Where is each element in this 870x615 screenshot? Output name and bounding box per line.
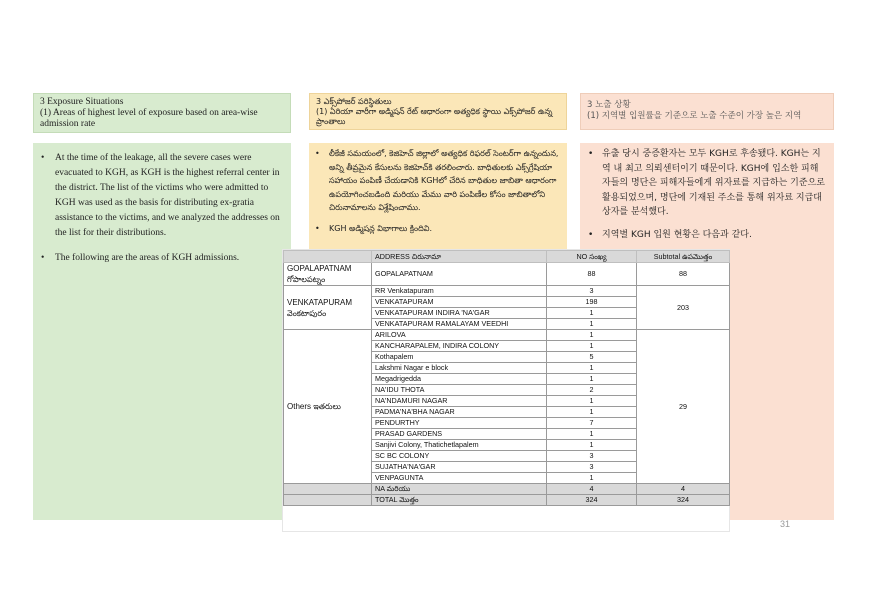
column-header-area <box>284 251 372 263</box>
table-row <box>284 286 730 297</box>
count-cell: 3 <box>547 286 637 297</box>
total-subtotal: 324 <box>637 495 730 506</box>
subtotal-cell: 203 <box>637 286 730 330</box>
address-cell: Megadrigedda <box>372 374 547 385</box>
address-cell: KANCHARAPALEM, INDIRA COLONY <box>372 341 547 352</box>
count-cell: 1 <box>547 374 637 385</box>
area-name: GOPALAPATNAM <box>287 264 352 273</box>
count-cell: 7 <box>547 418 637 429</box>
bullet-list-en <box>55 151 283 266</box>
body-english <box>33 143 291 520</box>
bullet-item: • లీకేజీ సమయంలో, కెజిహెచ్ జిల్లాలో అత్యధిక రిఫరల్ సెంటర్‌గా ఉన్నందున, అన్ని తీవ్రమైన కేసులను కెజిహెచ్‌కి తరలించారు. బాధితులకు ఎక్స్‌గ్రేషియా సహాయం పంపిణీ చేయడానికి KGHలో చేరిన బాధితుల జాబితా ఆధారంగా ఉపయోగించబడింది మరియు మేము వారి పంపిణీల కోసం జాబితాలోని చిరునామాలను విశ్లేషించాము. <box>329 147 559 215</box>
na-row <box>284 484 730 495</box>
subtotal-cell: 29 <box>637 330 730 484</box>
address-cell: NA'NDAMURI NAGAR <box>372 396 547 407</box>
header-english <box>33 93 291 133</box>
count-cell: 5 <box>547 352 637 363</box>
area-name: Others <box>287 402 312 411</box>
bullet-list-te <box>329 147 559 235</box>
address-cell: VENPAGUNTA <box>372 473 547 484</box>
column-header-address: ADDRESS చిరునామా <box>372 251 547 263</box>
blank-cell <box>284 495 372 506</box>
total-label: TOTAL మొత్తం <box>372 495 547 506</box>
address-cell: RR Venkatapuram <box>372 286 547 297</box>
count-cell: 1 <box>547 396 637 407</box>
area-cell <box>284 330 372 484</box>
address-cell: Kothapalem <box>372 352 547 363</box>
column-header-subtotal: Subtotal ఉపమొత్తం <box>637 251 730 263</box>
section-subtitle-en: (1) Areas of highest level of exposure based on area-wise admission rate <box>40 108 258 129</box>
address-cell: VENKATAPURAM RAMALAYAM VEEDHI <box>372 319 547 330</box>
count-cell: 1 <box>547 429 637 440</box>
bullet-item: • KGH అడ్మిషన్ల విభాగాలు క్రిందివి. <box>329 222 559 236</box>
count-cell: 1 <box>547 473 637 484</box>
body-telugu <box>309 143 567 252</box>
address-cell: VENKATAPURAM INDIRA 'NA'GAR <box>372 308 547 319</box>
address-cell: SC BC COLONY <box>372 451 547 462</box>
section-title-en: 3 Exposure Situations <box>40 97 124 107</box>
count-cell: 1 <box>547 440 637 451</box>
admissions-table-container <box>283 250 729 531</box>
count-cell: 1 <box>547 363 637 374</box>
count-cell: 2 <box>547 385 637 396</box>
address-cell: PRASAD GARDENS <box>372 429 547 440</box>
area-name-te: గోపాలపట్నం <box>287 275 326 284</box>
total-count: 324 <box>547 495 637 506</box>
bullet-item: • The following are the areas of KGH admissions. <box>55 251 283 266</box>
address-cell: Sanjivi Colony, Thatichetlapalem <box>372 440 547 451</box>
bullet-list-ko <box>602 147 826 242</box>
address-cell: SUJATHA'NA'GAR <box>372 462 547 473</box>
count-cell: 1 <box>547 330 637 341</box>
count-cell: 3 <box>547 451 637 462</box>
address-cell: Lakshmi Nagar e block <box>372 363 547 374</box>
address-cell: ARILOVA <box>372 330 547 341</box>
bullet-item: • 지역별 KGH 입원 현황은 다음과 같다. <box>602 228 826 243</box>
admissions-table <box>283 250 730 506</box>
na-subtotal: 4 <box>637 484 730 495</box>
count-cell: 1 <box>547 407 637 418</box>
area-name-te: వెంకటాపురం <box>287 308 327 318</box>
count-cell: 3 <box>547 462 637 473</box>
count-cell: 1 <box>547 341 637 352</box>
table-row <box>284 330 730 341</box>
address-cell: PENDURTHY <box>372 418 547 429</box>
count-cell: 1 <box>547 319 637 330</box>
area-name: VENKATAPURAM <box>287 297 353 307</box>
address-cell: VENKATAPURAM <box>372 297 547 308</box>
page-number: 31 <box>780 519 791 529</box>
column-header-number: NO సంఖ్య <box>547 251 637 263</box>
section-subtitle-te: (1) ఏరియా వారీగా అడ్మిషన్ రేట్ ఆధారంగా అత్యధిక స్థాయి ఎక్స్‌పోజర్ ఉన్న ప్రాంతాలు <box>316 107 553 126</box>
blank-cell <box>284 484 372 495</box>
count-cell: 198 <box>547 297 637 308</box>
area-name-te: ఇతరులు <box>313 402 341 411</box>
section-title-ko: 3 노출 상황 <box>587 100 631 110</box>
na-label: NA మరియు <box>372 484 547 495</box>
address-cell: NA'IDU THOTA <box>372 385 547 396</box>
table-row <box>284 263 730 286</box>
count-cell: 88 <box>547 263 637 286</box>
area-cell <box>284 263 372 286</box>
total-row <box>284 495 730 506</box>
address-cell: GOPALAPATNAM <box>372 263 547 286</box>
header-korean <box>580 93 834 130</box>
subtotal-cell: 88 <box>637 263 730 286</box>
table-header-row <box>284 251 730 263</box>
table-body <box>284 263 730 506</box>
bullet-item: • 유출 당시 중증환자는 모두 KGH로 후송됐다. KGH는 지역 내 최고 의뢰센터이기 때문이다. KGH에 입소한 피해자들의 명단은 피해자들에게 위자료를 지급하는 기준으로 활용되었으며, 명단에 기재된 주소를 통해 위자료 지급대상자를 분석했다. <box>602 147 826 220</box>
count-cell: 1 <box>547 308 637 319</box>
header-telugu <box>309 93 567 130</box>
bullet-item: • At the time of the leakage, all the severe cases were evacuated to KGH, as KGH is the highest referral center in the district. The list of the victims who were admitted to KGH was used as the basis for distributing ex-gratia assistance to the victims, and we analyzed the addresses on the list for their distributions. <box>55 151 283 241</box>
address-cell: PADMA'NA'BHA NAGAR <box>372 407 547 418</box>
section-title-te: 3 ఎక్స్‌పోజర్ పరిస్థితులు <box>316 97 392 106</box>
area-cell <box>284 286 372 330</box>
na-count: 4 <box>547 484 637 495</box>
section-subtitle-ko: (1) 지역별 입원률을 기준으로 노출 수준이 가장 높은 지역 <box>587 111 802 121</box>
